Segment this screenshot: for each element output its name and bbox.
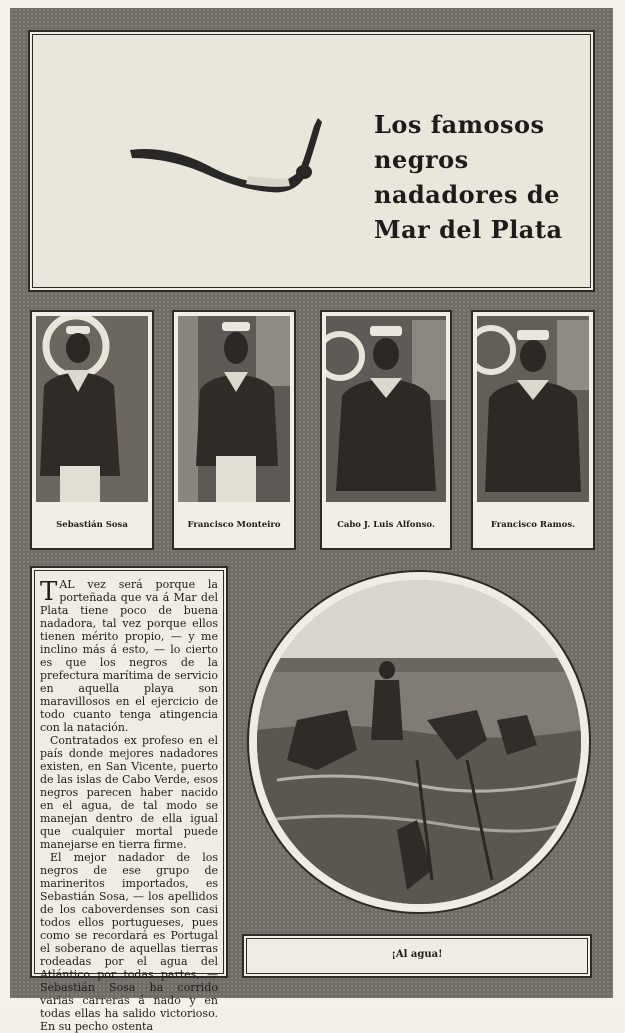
diver-illustration — [128, 112, 328, 202]
portrait-card — [320, 310, 452, 550]
article-paragraph: Contratados ex profeso en el país donde mejores nadadores existen, en San Vicente, puerto de las islas de Cabo Verde, esos negros parecen haber nacido en el agua, de tal modo se manejan dentro de ella igual que cualquier mortal puede manejarse en tierra firme. — [40, 734, 218, 851]
portrait-caption: Francisco Monteiro — [187, 520, 281, 530]
portrait-caption: Sebastián Sosa — [56, 520, 128, 530]
dropcap: T — [40, 577, 58, 607]
portrait-caption: Francisco Ramos. — [490, 520, 576, 530]
article-body — [40, 578, 218, 1033]
portrait-photo — [178, 316, 290, 502]
hero-panel — [28, 30, 595, 292]
portrait-card — [172, 310, 296, 550]
portrait-photo — [477, 316, 589, 502]
portrait-card — [471, 310, 595, 550]
photo-caption: ¡Al agua! — [391, 949, 443, 960]
swimmers-photo — [257, 580, 581, 904]
article-panel — [30, 566, 228, 1033]
portrait-photo — [36, 316, 148, 502]
article-paragraph: AL vez será porque la porteñada que va á Mar del Plata tiene poco de buena nadadora, tal vez porque ellos tienen mérito propio, — y me inclino más á esto, — lo cierto es que los negros de la prefectura marítima de servicio en aquella playa son maravillosos en el ejercicio de todo cuanto tenga atingencia con la natación. — [40, 578, 218, 734]
portrait-photo — [326, 316, 446, 502]
headline: Los famosos negros nadadores de Mar del Plata — [374, 110, 563, 244]
portrait-caption: Cabo J. Luis Alfonso. — [337, 520, 435, 530]
photo-caption-panel — [242, 934, 592, 978]
portrait-card — [30, 310, 154, 550]
article-paragraph: El mejor nadador de los negros de ese grupo de marineritos importados, es Sebastián Sosa, — los apellidos de los caboverdenses son casi todos ellos portugueses, pues como se recordará es Portugal el soberano de aquellas tierras rodeadas por el agua del Atlántico por todas partes, — Sebastián Sosa ha corrido varias carreras á nado y en todas ellas ha salido victorioso. En su pecho ostenta — [40, 851, 218, 1033]
circular-photo-frame — [247, 570, 591, 914]
